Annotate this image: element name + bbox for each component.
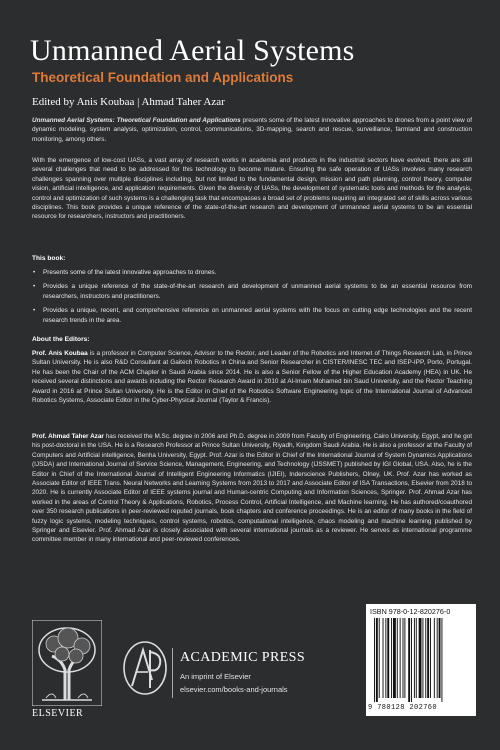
- barcode-bar: [437, 618, 438, 698]
- book-subtitle: Theoretical Foundation and Applications: [32, 70, 294, 85]
- barcode-bar: [419, 618, 422, 698]
- bullet-icon: •: [33, 283, 36, 291]
- list-item: • Presents some of the latest innovative approaches to drones.: [33, 269, 217, 276]
- barcode-bar: [385, 618, 386, 698]
- about-editors-heading: About the Editors:: [32, 336, 90, 343]
- book-title: Unmanned Aerial Systems: [30, 34, 355, 67]
- barcode-bar: [427, 618, 429, 698]
- editor-name: Prof. Anis Koubaa: [32, 350, 88, 357]
- description-lead: Unmanned Aerial Systems: Theoretical Foundation and Applications: [32, 117, 241, 124]
- barcode-bar: [441, 618, 442, 702]
- barcode-bar: [425, 618, 426, 698]
- academic-press-logo-icon: [122, 640, 168, 696]
- barcode-bar: [422, 618, 423, 698]
- barcode-icon: [372, 618, 470, 702]
- academic-press-wordmark: ACADEMIC PRESS: [180, 650, 306, 665]
- description-rest: presents some of the latest innovative approaches to drones from a point view of dynamic modeling, system analysis, optimization, control, communications, 3D-mapping, search and rescue, surveillance, farmland and construction monitoring, among others.: [32, 117, 472, 143]
- barcode-bar: [393, 618, 396, 698]
- barcode-bar: [430, 618, 431, 698]
- barcode-bar: [404, 618, 405, 698]
- logo-divider: [172, 648, 173, 698]
- barcode-bar: [414, 618, 415, 698]
- elsevier-tree-logo-icon: [32, 620, 102, 706]
- isbn-text: ISBN 978-0-12-820276-0: [370, 607, 451, 616]
- barcode-bar: [400, 618, 401, 698]
- elsevier-wordmark: ELSEVIER: [32, 708, 84, 719]
- list-item: • Provides a unique reference of the state-of-the-art research and development of unmanned aerial systems to be an essential resource from researchers, instructors and practitioners.: [33, 283, 472, 300]
- bullet-icon: •: [33, 307, 36, 315]
- barcode-bar: [403, 618, 404, 698]
- barcode-bar: [416, 618, 417, 698]
- description-paragraph-1: [32, 116, 472, 144]
- this-book-heading: This book:: [32, 255, 66, 262]
- editor-bio-koubaa: [32, 349, 472, 405]
- editors-line: Edited by Anis Koubaa | Ahmad Taher Azar: [32, 96, 225, 108]
- editor-bio-azar: [32, 432, 472, 545]
- barcode-bar: [408, 618, 410, 702]
- editor-name: Prof. Ahmad Taher Azar: [32, 433, 104, 440]
- barcode-bar: [391, 618, 392, 698]
- barcode-bar: [439, 618, 441, 698]
- barcode-bar: [374, 618, 375, 702]
- isbn-barcode-box: [366, 604, 476, 716]
- barcode-digits: 9 780128 202760: [368, 704, 438, 712]
- barcode-bar: [397, 618, 398, 698]
- barcode-bar: [434, 618, 435, 698]
- bullet-icon: •: [33, 269, 36, 276]
- editor-bio-text: has received the M.Sc. degree in 2006 and Ph.D. degree in 2009 from Faculty of Engineering, Cairo University, Egypt, and he got his post-doctoral in the USA. He is a Research Professor at Prince Sultan University, Riyadh, Kingdom Saudi Arabia. He is also a professor at the Faculty of Computers and Artificial intelligence, Benha University, Egypt. Prof. Azar is the Editor in Chief of the International Journal of System Dynamics Applications (IJSDA) and International Journal of Service Science, Management, Engineering, and Technology (IJSSMET) published by IGI Global, USA. Also, he is the Editor in Chief of the International Journal of Intelligent Engineering Informatics (IJIEI), Inderscience Publishers, Olney, UK. Prof. Azar has worked as Associate Editor of IEEE Trans. Neural Networks and Learning Systems from 2013 to 2017 and Associate Editor of ISA Transactions, Elsevier from 2018 to 2020. He is currently Associate Editor of IEEE systems journal and Human-centric Computing and Information Sciences, Springer. Prof. Ahmad Azar has worked in the areas of Control Theory & Applications, Robotics, Process Control, Artificial Intelligence, and Machine learning. He has authored/coauthored over 350 research publications in peer-reviewed reputed journals, book chapters and conference proceedings. He is an editor of many books in the field of fuzzy logic systems, modeling techniques, control systems, robotics, computational intelligence, chaos modeling and machine learning published by Springer and Elsevier. Prof. Ahmad Azar is closely associated with several international journals as a reviewer. He serves as international programme committee member in many international and peer-reviewed conferences.: [32, 433, 472, 544]
- this-book-list: [32, 268, 472, 330]
- description-paragraph-2: With the emergence of low-cost UASs, a vast array of research works in academia and products in the industrial sectors have evolved; there are still several challenges that need to be addressed for this technology to become mature. Ensuring the safe operation of UASs involves many research challenges spanning over multiple disciplines including, but not limited to the fundamental design, mission and path planning, control theory, computer vision, artificial intelligence, and application requirements. Given the diversity of UASs, the development of systematic tools and methods for the analysis, control and optimization of such systems is a challenging task that encompasses a broad set of problems requiring an integrated set of skills across various disciplines. This book provides a unique reference of the state-of-the-art research and development of unmanned aerial systems to be an essential resource for researchers, instructors and practitioners.: [32, 157, 472, 221]
- publisher-url: elsevier.com/books-and-journals: [180, 685, 288, 694]
- barcode-bar: [379, 618, 380, 698]
- editor-bio-text: is a professor in Computer Science, Advisor to the Rector, and Leader of the Robotics and Internet of Things Research Lab, in Prince Sultan University. He is also R&D Consultant at Gaitech Robotics in China and Senior Researcher in CISTER/INESC TEC and ISEP-IPP, Porto, Portugal. He has been the Chair of the ACM Chapter in Saudi Arabia since 2014. He is also a Senior Fellow of the Higher Education Academy (HEA) in UK. He received several distinctions and awards including the Rector Research Award in 2010 at Al-Imam Mohamed bin Saud University, and the Rector Teaching Award in 2016 at Prince Sultan University. He is the Editor in Chief of the Robotics Software Engineering topic of the International Journal of Advanced Robotics Systems, Associate Editor in the Cyber-Physical Journal (Taylor & Francis).: [32, 350, 472, 405]
- barcode-bar: [411, 618, 412, 702]
- list-item: • Provides a unique, recent, and comprehensive reference on unmanned aerial systems with the focus on cutting edge technologies and the recent research trends in the area.: [33, 307, 472, 324]
- barcode-bar: [387, 618, 389, 698]
- barcode-bar: [383, 618, 384, 698]
- imprint-text: An imprint of Elsevier: [180, 672, 251, 681]
- barcode-bar: [376, 618, 378, 702]
